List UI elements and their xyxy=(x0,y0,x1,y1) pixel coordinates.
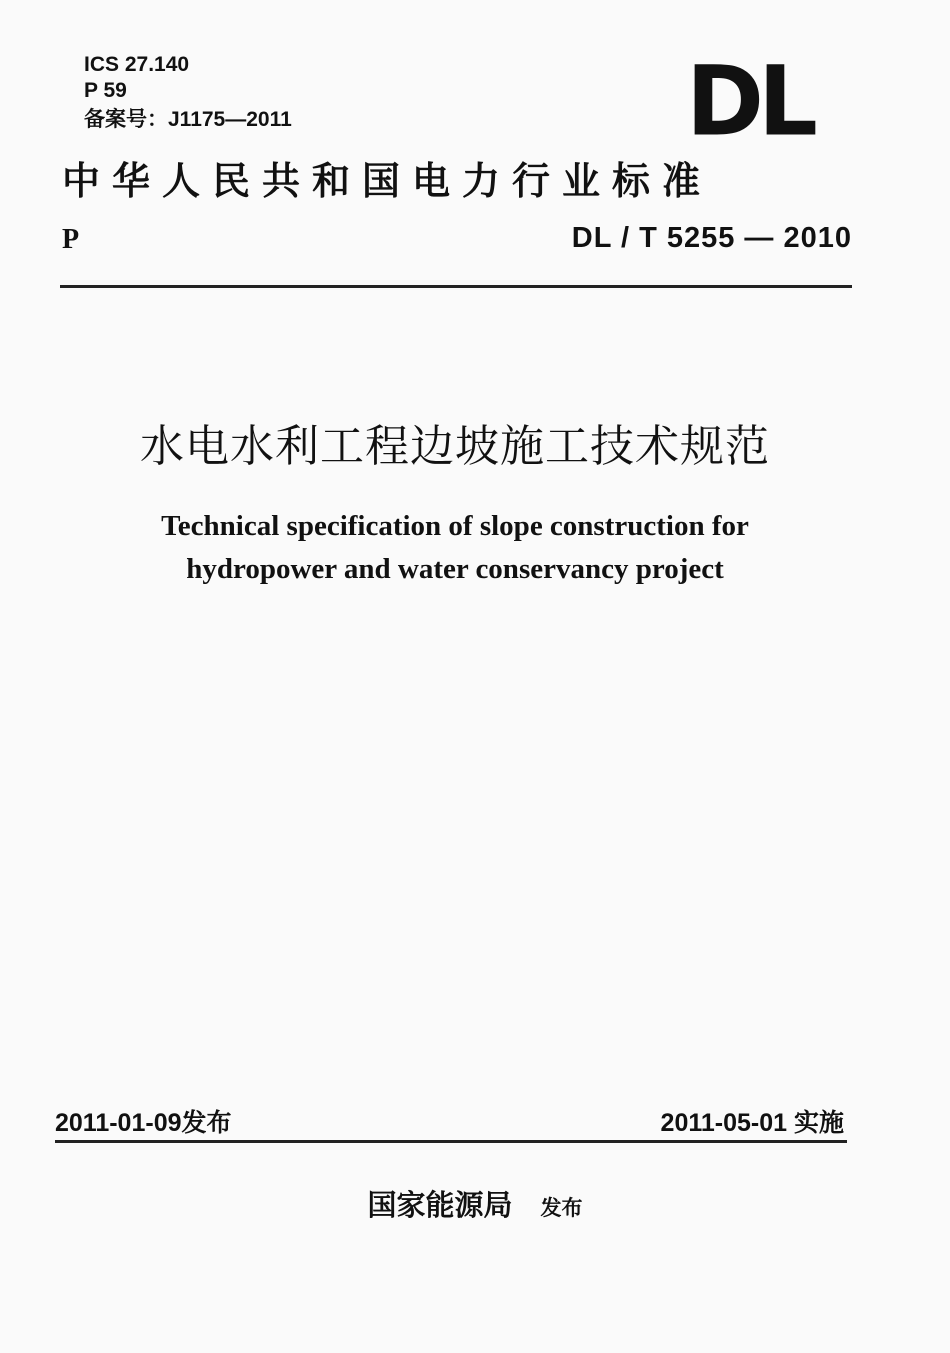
ics-code: ICS 27.140 xyxy=(84,53,190,76)
standard-category-letter: P xyxy=(62,224,80,255)
issuer-name: 国家能源局 xyxy=(367,1188,513,1222)
record-number: 备案号：J1175—2011 xyxy=(84,108,292,131)
category-code: P 59 xyxy=(84,79,127,102)
english-title-line-1: Technical specification of slope construction for xyxy=(161,510,749,542)
chinese-title: 水电水利工程边坡施工技术规范 xyxy=(140,421,770,472)
english-title xyxy=(0,505,950,591)
bottom-divider xyxy=(55,1140,847,1143)
issuer xyxy=(0,1183,950,1224)
issue-date: 2011-01-09发布 xyxy=(55,1109,232,1137)
effective-date: 2011-05-01 实施 xyxy=(660,1109,844,1137)
standard-number: DL / T 5255 — 2010 xyxy=(571,222,852,254)
english-title-line-2: hydropower and water conservancy project xyxy=(186,553,724,585)
issuer-action: 发布 xyxy=(540,1195,583,1220)
standard-series-title: 中华人民共和国电力行业标准 xyxy=(62,158,713,203)
top-divider xyxy=(60,285,852,288)
dl-logo: DL xyxy=(686,46,812,159)
